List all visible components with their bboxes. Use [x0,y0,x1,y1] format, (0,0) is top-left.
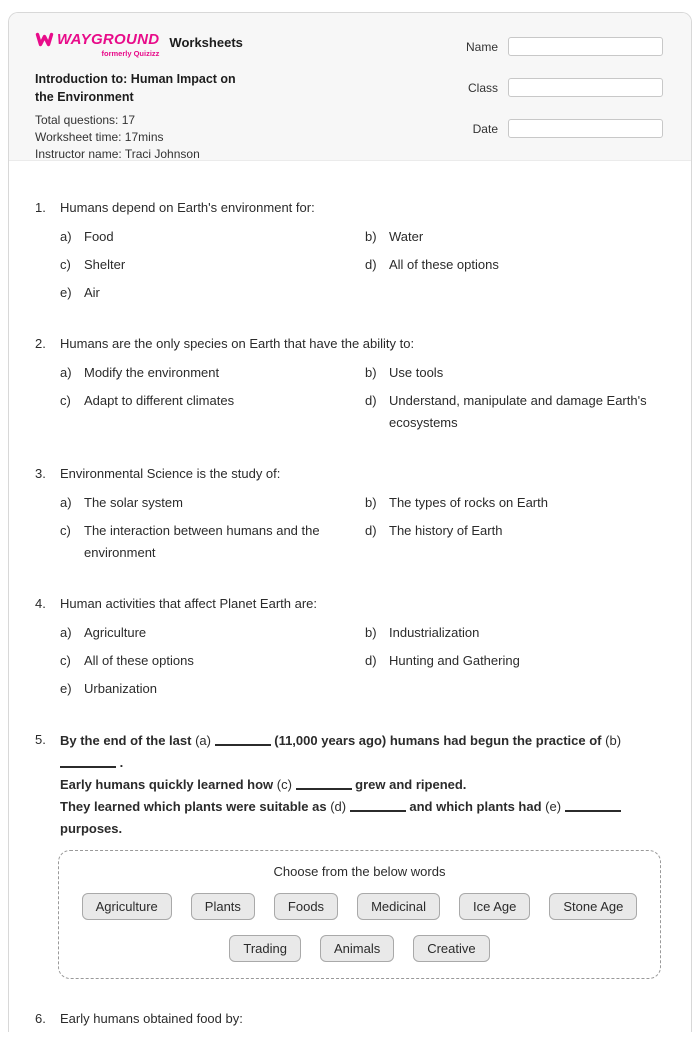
questions-list [9,161,691,1037]
answer-option [365,622,661,644]
worksheet-meta [35,112,253,163]
option-text: Urbanization [84,681,157,696]
option-text: Air [84,285,100,300]
question-number: 1. [35,200,46,215]
class-input[interactable] [508,78,663,97]
fill-text: . [119,755,124,770]
option-letter: a) [60,625,72,640]
option-text: Adapt to different climates [84,393,235,408]
answer-blank[interactable] [60,756,116,768]
wayground-logo [35,31,159,58]
product-label: Worksheets [169,35,243,50]
option-text: The history of Earth [389,523,503,538]
question-number: 2. [35,336,46,351]
word-bank-prompt: Choose from the below words [273,864,446,879]
fill-in-line [60,796,661,840]
option-text: Industrialization [389,625,480,640]
answer-option [60,650,365,672]
option-text: Hunting and Gathering [389,653,520,668]
worksheet-title: Introduction to: Human Impact on the Environment [35,72,236,104]
brand-wordmark: WAYGROUND [57,31,160,48]
option-letter: b) [365,365,377,380]
class-field-label: Class [467,80,498,95]
answer-option [365,390,661,434]
option-text: The types of rocks on Earth [389,495,548,510]
class-field-row [456,78,663,97]
question-number: 4. [35,596,46,611]
fill-text: grew and ripened. [355,777,467,792]
fill-in-line [60,730,661,774]
question-body [60,198,661,304]
name-field-label: Name [465,39,498,54]
option-letter: a) [60,495,72,510]
question-text: Environmental Science is the study of: [60,466,281,481]
question-text: Humans are the only species on Earth that have the ability to: [60,336,415,351]
word-chip: Ice Age [459,893,530,920]
meta-total-questions: Total questions: 17 [35,113,136,127]
option-text: Modify the environment [84,365,220,380]
brand-subtitle: formerly Quizizz [101,49,160,58]
answer-option [365,650,661,672]
option-letter: b) [365,229,377,244]
word-chip: Agriculture [82,893,172,920]
answer-option [60,254,365,276]
question-text: Humans depend on Earth's environment for: [60,200,315,215]
name-field-row [456,37,663,56]
header-left [35,31,253,160]
answer-option [60,492,365,514]
question-body [60,594,661,700]
date-field-label: Date [472,121,498,136]
question [35,730,661,979]
option-letter: e) [60,285,72,300]
option-letter: c) [60,653,71,668]
word-chip: Medicinal [357,893,440,920]
date-input[interactable] [508,119,663,138]
answer-blank[interactable] [215,734,271,746]
fill-text: and which plants had [409,799,542,814]
word-bank-words [71,893,648,962]
answer-option [365,492,661,514]
student-fields [456,31,663,160]
worksheet-sheet [8,12,692,1032]
options-grid [60,226,661,304]
word-chip: Foods [274,893,338,920]
blank-label: (e) [545,799,562,814]
option-letter: d) [365,653,377,668]
answer-option [60,520,365,564]
option-text: Use tools [389,365,444,380]
option-text: Understand, manipulate and damage Earth's ecosystems [389,393,647,430]
question-text: Human activities that affect Planet Earth are: [60,596,318,611]
option-letter: d) [365,257,377,272]
answer-option [60,362,365,384]
question [35,334,661,434]
option-text: The interaction between humans and the environment [84,523,320,560]
option-text: Water [389,229,424,244]
name-input[interactable] [508,37,663,56]
option-letter: c) [60,393,71,408]
meta-worksheet-time: Worksheet time: 17mins [35,130,164,144]
word-chip: Trading [229,935,301,962]
option-letter: a) [60,365,72,380]
worksheet-header [9,13,691,161]
blank-label: (d) [330,799,347,814]
fill-in-line [60,774,661,796]
answer-blank[interactable] [565,800,621,812]
question-body [60,334,661,434]
question-body [60,730,661,979]
brand-row [35,31,253,58]
option-text: Shelter [84,257,126,272]
option-letter: d) [365,393,377,408]
option-letter: b) [365,495,377,510]
option-letter: b) [365,625,377,640]
option-text: All of these options [389,257,499,272]
date-field-row [456,119,663,138]
word-chip: Plants [191,893,255,920]
question [35,198,661,304]
question [35,594,661,700]
fill-text: Early humans quickly learned how [60,777,274,792]
blank-label: (a) [195,733,211,748]
question [35,1009,661,1037]
options-grid [60,362,661,434]
answer-blank[interactable] [350,800,406,812]
wayground-logo-icon [35,32,54,47]
answer-option [365,226,661,248]
options-grid [60,622,661,700]
option-letter: c) [60,257,71,272]
option-letter: d) [365,523,377,538]
word-chip: Stone Age [549,893,637,920]
blank-label: (c) [276,777,292,792]
fill-text: purposes. [60,821,123,836]
answer-blank[interactable] [296,778,352,790]
answer-option [365,362,661,384]
fill-text: They learned which plants were suitable as [60,799,327,814]
fill-text: (11,000 years ago) humans had begun the practice of [274,733,602,748]
question-body [60,1009,661,1037]
option-letter: e) [60,681,72,696]
fill-text: By the end of the last [60,733,192,748]
answer-option [60,390,365,434]
word-chip: Animals [320,935,394,962]
word-chip: Creative [413,935,489,962]
option-text: The solar system [84,495,183,510]
answer-option [365,254,661,276]
blank-label: (b) [605,733,622,748]
question-body [60,464,661,564]
answer-option [60,226,365,248]
question-number: 5. [35,732,46,747]
option-text: Food [84,229,114,244]
word-bank [58,850,661,979]
answer-option [60,622,365,644]
option-text: Agriculture [84,625,147,640]
answer-option [60,678,365,700]
answer-option [365,520,661,564]
question [35,464,661,564]
options-grid [60,492,661,564]
answer-option [60,282,365,304]
question-number: 3. [35,466,46,481]
option-text: All of these options [84,653,194,668]
question-number: 6. [35,1011,46,1026]
question-text: Early humans obtained food by: [60,1011,243,1026]
meta-instructor-name: Instructor name: Traci Johnson [35,147,200,161]
option-letter: c) [60,523,71,538]
option-letter: a) [60,229,72,244]
